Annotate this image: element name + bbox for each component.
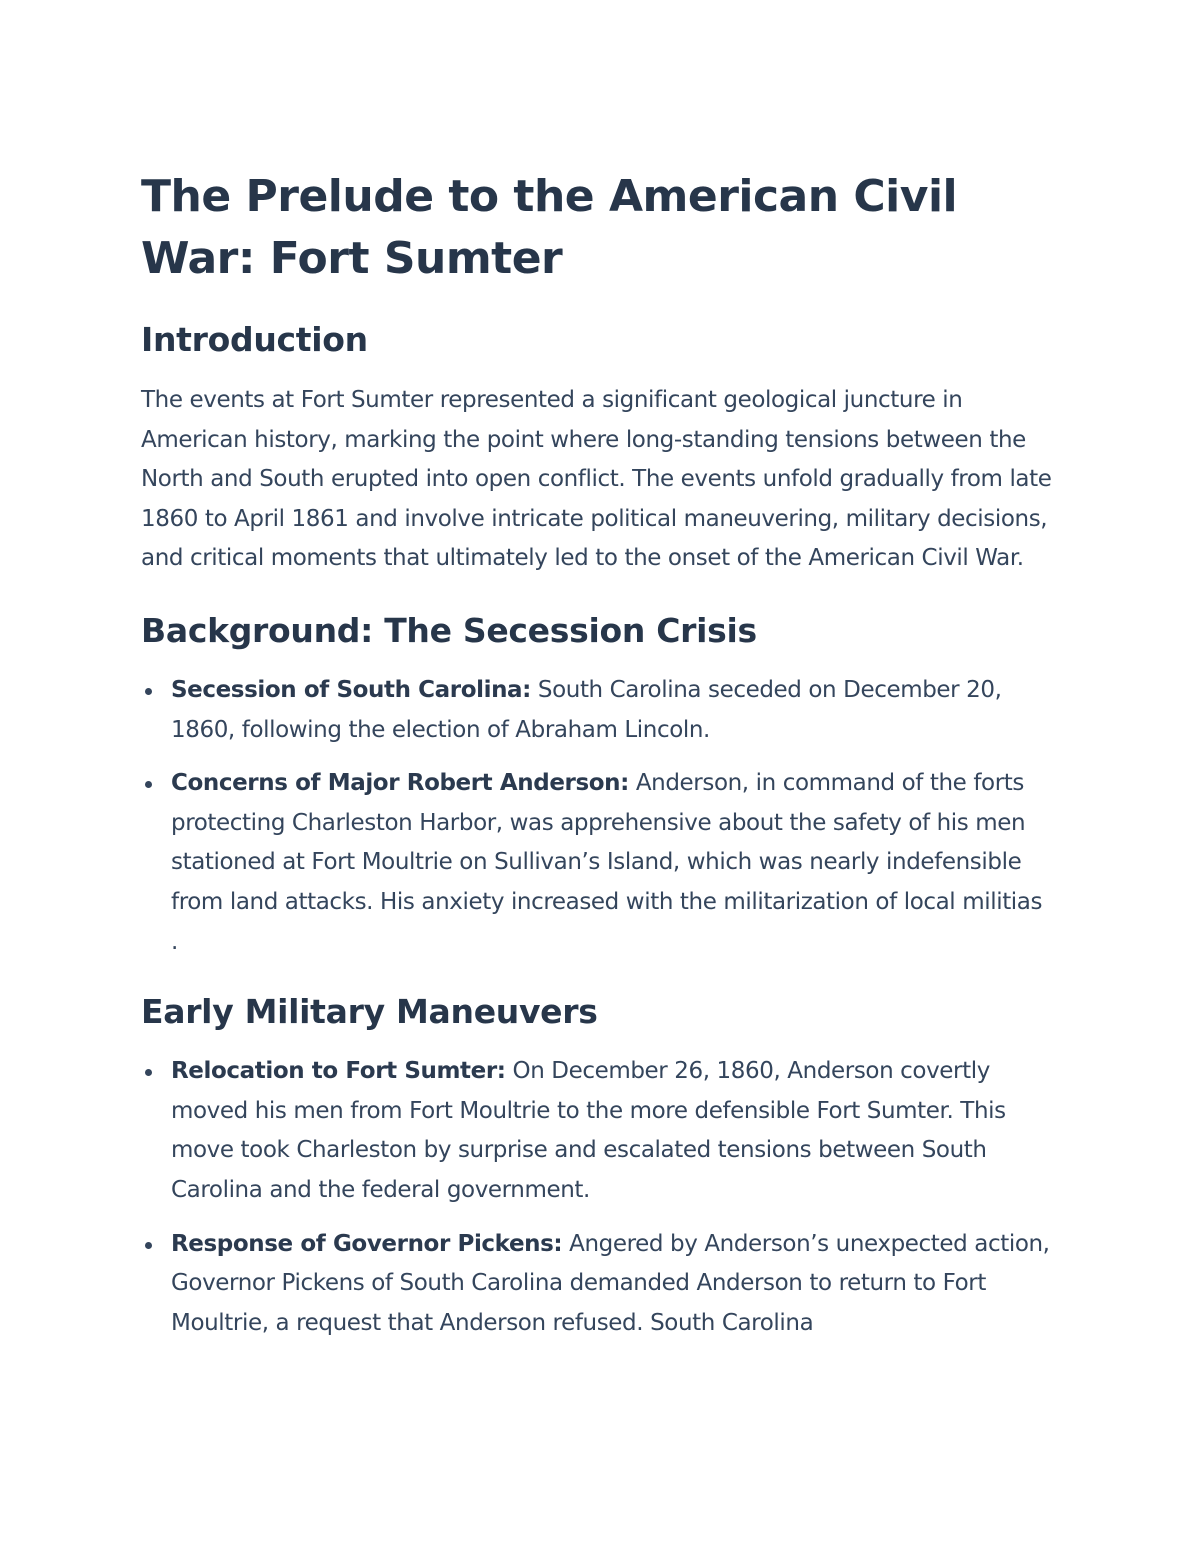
list-item-text: Anderson, in command of the forts protecting Charleston Harbor, was apprehensive about the safety of his men stationed at Fort Moultrie on Sullivan’s Island, which was nearly indefensible from land attacks. His anxiety increased with the militarization of local militias .: [171, 770, 1043, 955]
list-item-lead: Secession of South Carolina:: [171, 676, 531, 703]
bullet-icon: [145, 781, 152, 788]
introduction-paragraph: The events at Fort Sumter represented a significant geological juncture in American history, marking the point where long-standing tensions between the North and South erupted into open conflict. The events unfold gradually from late 1860 to April 1861 and involve intricate political maneuvering, military decisions, and critical moments that ultimately led to the onset of the American Civil War.: [141, 387, 1052, 572]
list-item-lead: Relocation to Fort Sumter:: [171, 1058, 506, 1085]
list-item-lead: Response of Governor Pickens:: [171, 1230, 563, 1257]
bullet-icon: [145, 1242, 152, 1249]
bullet-icon: [145, 1069, 152, 1076]
list-item-text: Angered by Anderson’s unexpected action, Governor Pickens of South Carolina demanded Anderson to return to Fort Moultrie, a request that Anderson refused. South Carolina: [171, 1230, 1050, 1336]
list-item: [141, 671, 1053, 750]
list-item-text: On December 26, 1860, Anderson covertly moved his men from Fort Moultrie to the more defensible Fort Sumter. This move took Charleston by surprise and escalated tensions between South Carolina and the federal government.: [171, 1058, 1006, 1203]
list-item-text: South Carolina seceded on December 20, 1860, following the election of Abraham Lincoln.: [171, 676, 1002, 743]
list-item: [141, 1225, 1053, 1344]
bullet-icon: [145, 688, 152, 695]
document-page: [141, 166, 1053, 1343]
list-item: [141, 764, 1053, 962]
early-maneuvers-list: [141, 1052, 1053, 1343]
list-item-lead: Concerns of Major Robert Anderson:: [171, 770, 629, 797]
section-heading-introduction: Introduction: [141, 320, 368, 359]
background-list: [141, 671, 1053, 962]
section-heading-early-military-maneuvers: Early Military Maneuvers: [141, 992, 598, 1032]
list-item: [141, 1052, 1053, 1210]
page-title: The Prelude to the American Civil War: Fort Sumter: [141, 171, 958, 284]
section-heading-background: Background: The Secession Crisis: [141, 610, 757, 650]
